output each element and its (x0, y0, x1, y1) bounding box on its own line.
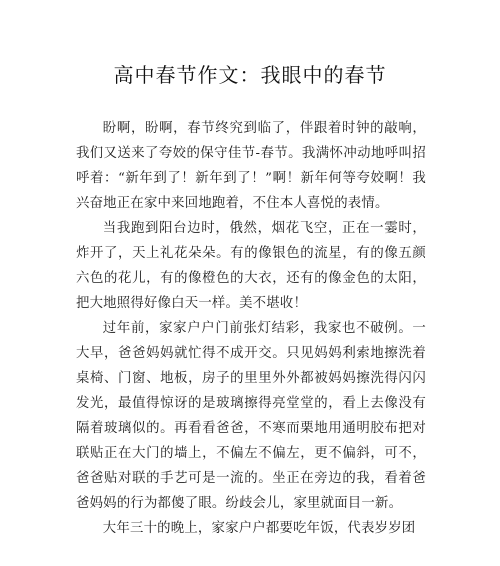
article-body (76, 116, 426, 541)
paragraph-1: 盼啊，盼啊，春节终究到临了，伴跟着时钟的敲响，我们又送来了夸姣的保守佳节-春节。我满怀冲动地呼叫招呼着：“新年到了！新年到了！”啊！新年何等夸姣啊！我兴奋地正在家中来回地跑着，不住本人喜悦的表情。 (76, 121, 426, 211)
paragraph-3: 过年前，家家户户门前张灯结彩，我家也不破例。一大早，爸爸妈妈就忙得不成开交。只见妈妈利索地擦洗着桌椅、门窗、地板，房子的里里外外都被妈妈擦洗得闪闪发光，最值得惊讶的是玻璃擦得亮堂堂的，看上去像没有隔着玻璃似的。再看看爸爸，不寒而栗地用通明胶布把对联贴正在大门的墙上，不偏左不偏左，更不偏斜，可不，爸爸贴对联的手艺可是一流的。坐正在旁边的我，看着爸爸妈妈的行为都傻了眼。纷歧会儿，家里就面目一新。 (76, 321, 426, 511)
paragraph-2: 当我跑到阳台边时，俄然，烟花飞空，正在一霎时，炸开了，天上礼花朵朵。有的像银色的流星，有的像五颜六色的花儿，有的像橙色的大衣，还有的像金色的太阳，把大地照得好像白天一样。美不堪收！ (76, 221, 426, 311)
paragraph-4: 大年三十的晚上，家家户户都要吃年饭，代表岁岁团 (102, 521, 416, 536)
page-title: 高中春节作文：我眼中的春节 (113, 63, 387, 87)
